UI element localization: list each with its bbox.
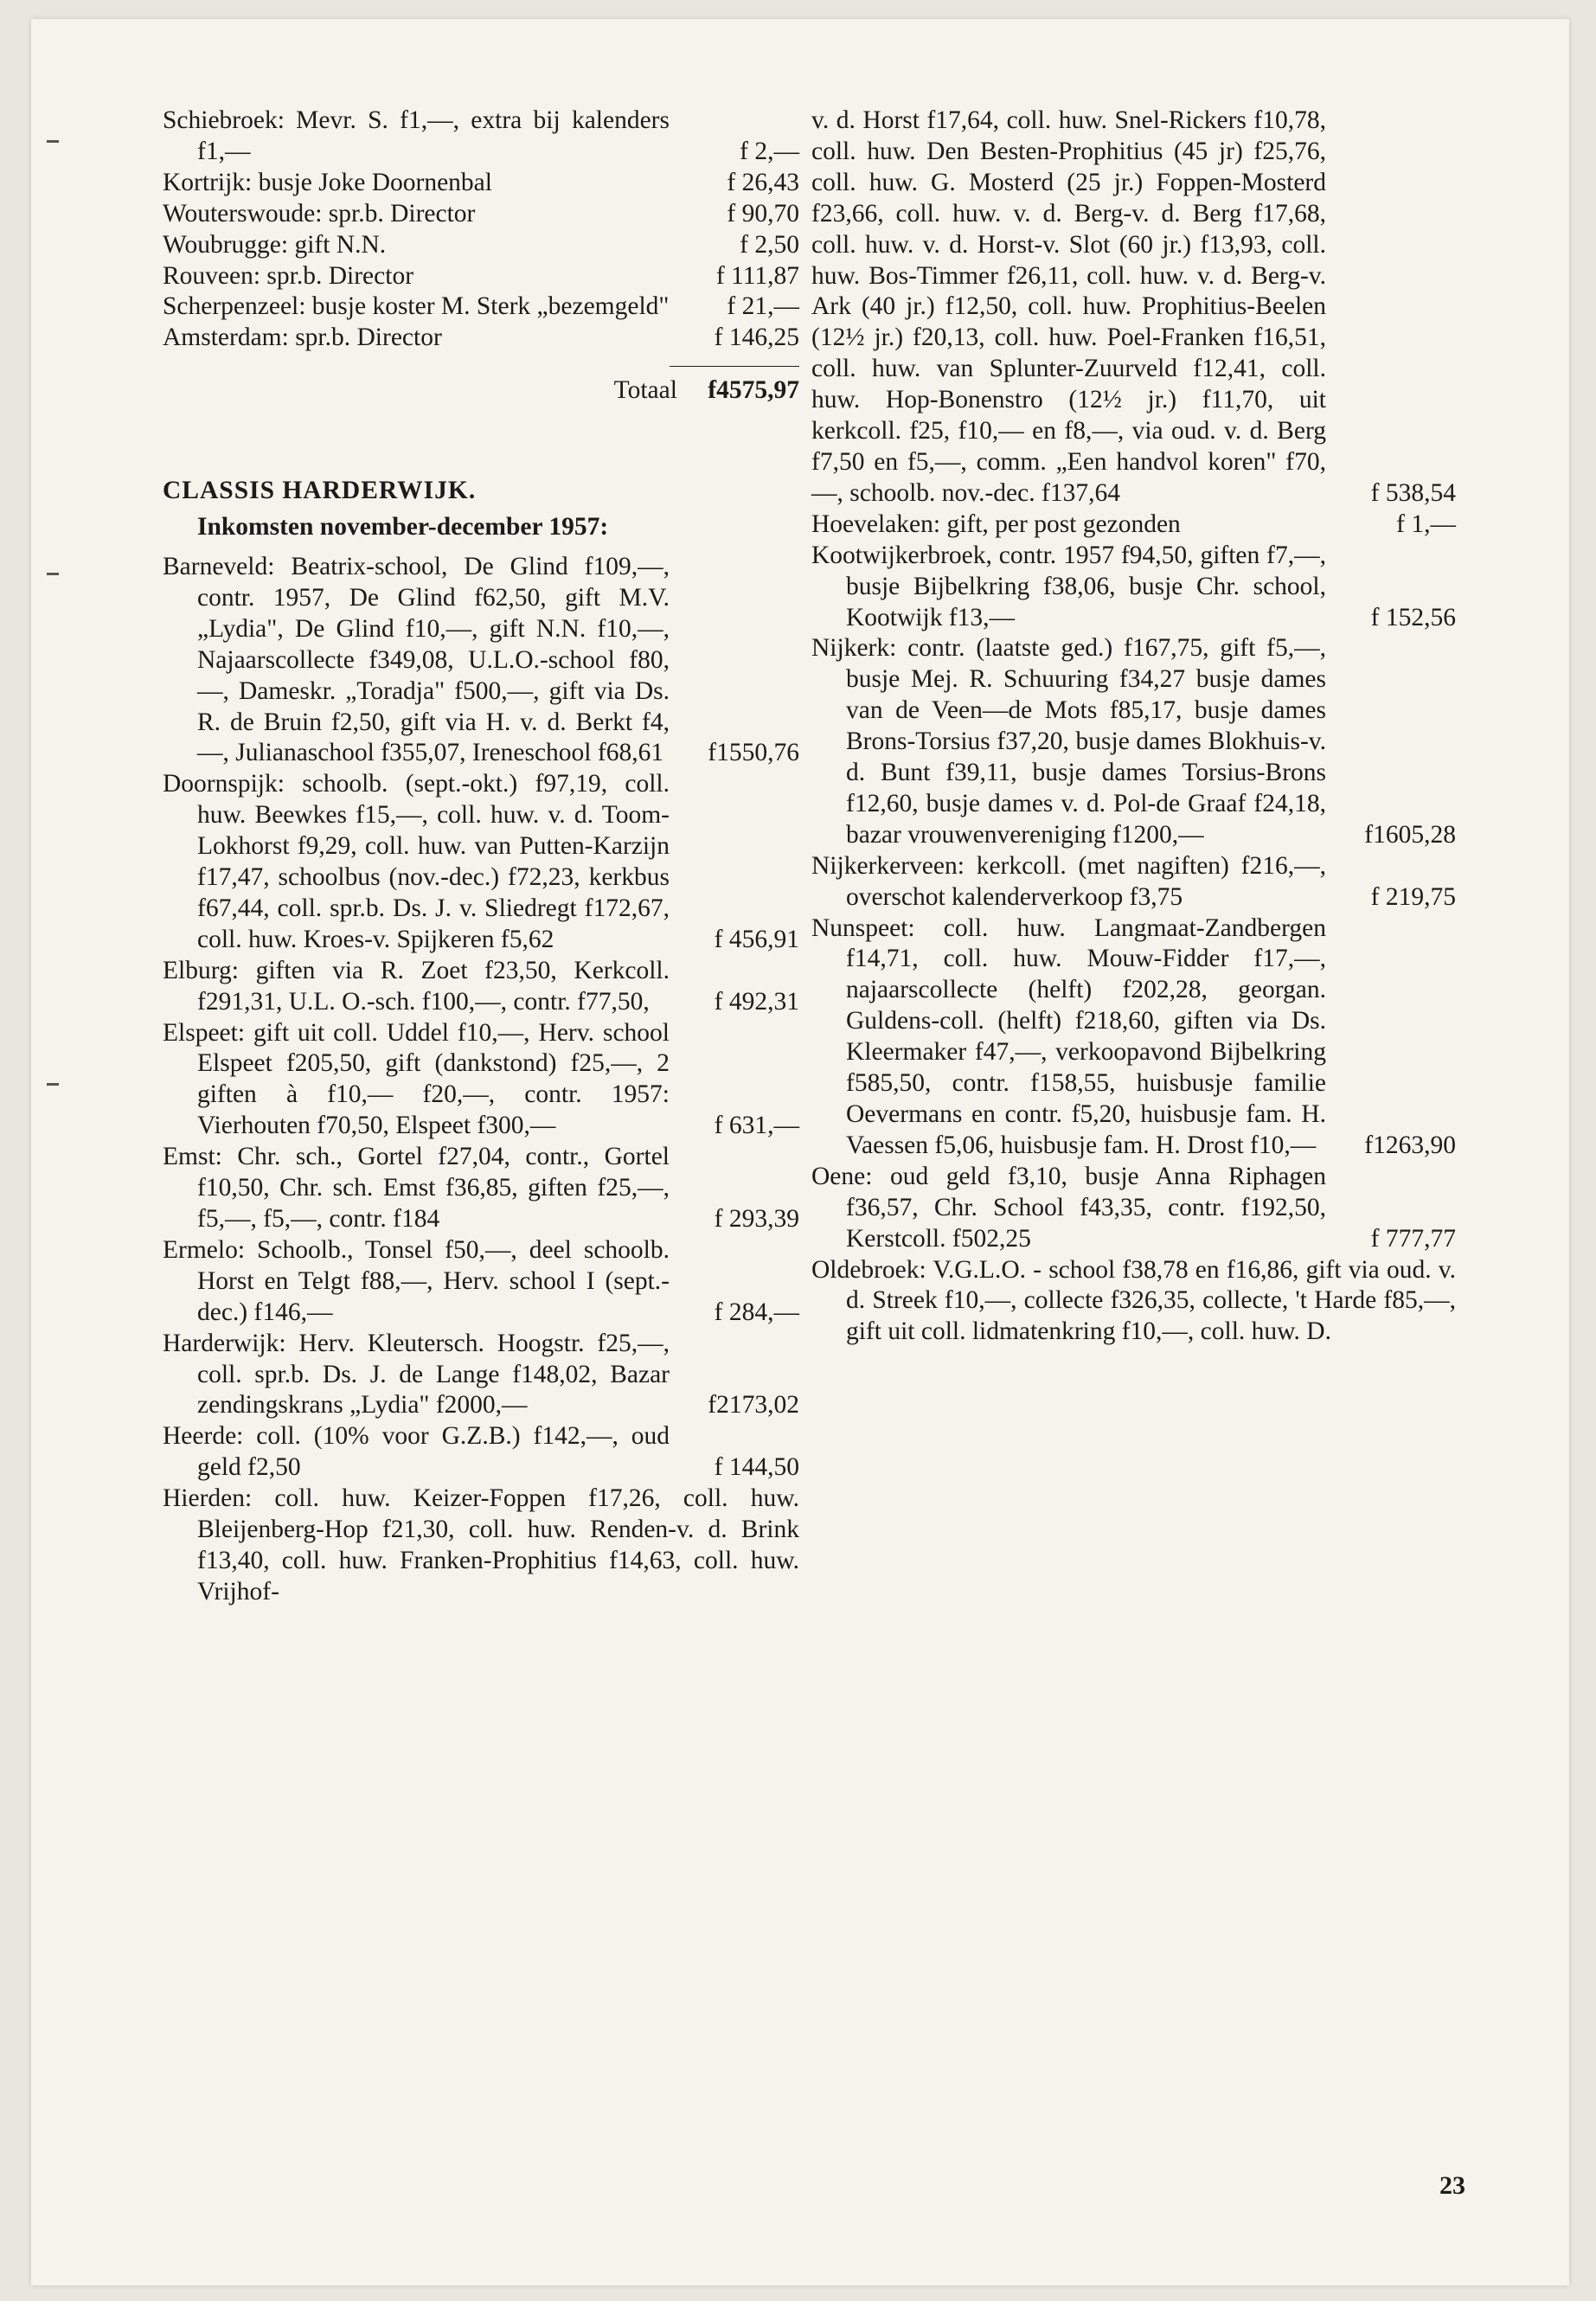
entry-amount: f 111,87	[715, 261, 799, 290]
entry-amount: f1550,76	[708, 739, 799, 767]
left-top-entries	[163, 106, 799, 354]
totaal-amount: f4575,97	[708, 376, 799, 405]
entry-amount: f 1,—	[1396, 510, 1456, 538]
ledger-entry	[163, 261, 799, 292]
entry-text: Nijkerk: contr. (laatste ged.) f167,75, gift f5,—, busje Mej. R. Schuuring f34,27 busje dames van de Veen—de Mots f85,17, busje dames Brons-Torsius f37,20, busje dames Blokhuis-v. d. Bunt f39,11, busje dames Torsius-Brons f12,60, busje dames v. d. Pol-de Graaf f24,18, bazar vrouwenvereniging f1200,—	[811, 634, 1326, 849]
entry-text: v. d. Horst f17,64, coll. huw. Snel-Rickers f10,78, coll. huw. Den Besten-Prophitius (45 jr) f25,76, coll. huw. G. Mosterd (25 jr.) Foppen-Mosterd f23,66, coll. huw. v. d. Berg-v. d. Berg f17,68, coll. huw. v. d. Horst-v. Slot (60 jr.) f13,93, coll. huw. Bos-Timmer f26,11, coll. huw. v. d. Berg-v. Ark (40 jr.) f12,50, coll. huw. Prophitius-Beelen (12½ jr.) f20,13, coll. huw. Poel-Franken f16,51, coll. huw. van Splunter-Zuurveld f12,41, coll. huw. Hop-Bonenstro (12½ jr.) f11,70, uit kerkcoll. f25, f10,— en f8,—, via oud. v. d. Berg f7,50 en f5,—, comm. „Een handvol koren" f70,—, schoolb. nov.-dec. f137,64	[811, 106, 1326, 507]
ledger-entry	[811, 510, 1456, 541]
entry-amount: f 26,43	[727, 168, 799, 196]
entry-amount: f 146,25	[714, 324, 799, 352]
entry-text: Oldebroek: V.G.L.O. - school f38,78 en f16,86, gift via oud. v. d. Streek f10,—, collecte f326,35, collecte, 't Harde f85,—, gift uit coll. lidmatenkring f10,—, coll. huw. D.	[811, 1255, 1456, 1346]
entry-amount: f 777,77	[1370, 1224, 1456, 1253]
entry-amount: f 492,31	[714, 987, 799, 1016]
totaal-label: Totaal	[613, 376, 677, 405]
entry-text: Emst: Chr. sch., Gortel f27,04, contr., Gortel f10,50, Chr. sch. Emst f36,85, giften f25,—, f5,—, f5,—, contr. f184	[163, 1143, 670, 1233]
margin-mark	[47, 573, 59, 575]
entry-text: Rouveen: spr.b. Director	[163, 261, 414, 290]
ledger-entry	[163, 1329, 799, 1422]
classis-heading: CLASSIS HARDERWIJK.	[163, 477, 477, 505]
ledger-entry	[163, 1421, 799, 1484]
ledger-entry	[163, 1484, 799, 1608]
entry-text: Ermelo: Schoolb., Tonsel f50,—, deel schoolb. Horst en Telgt f88,—, Herv. school I (sept.-dec.) f146,—	[163, 1235, 670, 1326]
right-entries	[811, 106, 1456, 1348]
entry-text: Elspeet: gift uit coll. Uddel f10,—, Herv. school Elspeet f205,50, gift (dankstond) f25,—, 2 giften à f10,— f20,—, contr. 1957: Vierhouten f70,50, Elspeet f300,—	[163, 1018, 670, 1140]
document-page	[31, 19, 1569, 2285]
entry-amount: f 538,54	[1370, 478, 1456, 507]
entry-amount: f 219,75	[1370, 882, 1456, 911]
ledger-entry	[163, 552, 799, 769]
entry-text: Wouterswoude: spr.b. Director	[163, 199, 476, 228]
page-number: 23	[1439, 2171, 1465, 2200]
entry-text: Hoevelaken: gift, per post gezonden	[811, 510, 1181, 538]
sub-heading: Inkomsten november-december 1957:	[197, 513, 609, 542]
entry-text: Kootwijkerbroek, contr. 1957 f94,50, giften f7,—, busje Bijbelkring f38,06, busje Chr. school, Kootwijk f13,—	[811, 541, 1326, 631]
entry-amount: f 293,39	[714, 1205, 799, 1233]
ledger-entry	[163, 168, 799, 199]
ledger-entry	[163, 956, 799, 1018]
entry-amount: f 2,—	[740, 137, 799, 165]
ledger-entry	[163, 1018, 799, 1143]
margin-mark	[47, 1083, 59, 1086]
ledger-entry	[163, 323, 799, 354]
entry-text: Elburg: giften via R. Zoet f23,50, Kerkcoll. f291,31, U.L. O.-sch. f100,—, contr. f77,50,	[163, 956, 670, 1016]
ledger-entry	[163, 106, 799, 168]
ledger-entry	[163, 230, 799, 261]
left-column	[163, 106, 799, 1608]
entry-amount: f2173,02	[708, 1391, 799, 1420]
entry-text: Heerde: coll. (10% voor G.Z.B.) f142,—, oud geld f2,50	[163, 1422, 670, 1482]
ledger-entry	[811, 633, 1456, 850]
entry-amount: f1263,90	[1364, 1131, 1456, 1159]
entry-text: Hierden: coll. huw. Keizer-Foppen f17,26, coll. huw. Bleijenberg-Hop f21,30, coll. huw. Renden-v. d. Brink f13,40, coll. huw. Franken-Prophitius f14,63, coll. huw. Vrijhof-	[163, 1484, 799, 1606]
entry-text: Scherpenzeel: busje koster M. Sterk „bezemgeld"	[163, 292, 670, 321]
total-rule	[670, 366, 799, 367]
ledger-entry	[163, 769, 799, 955]
margin-mark	[47, 140, 59, 143]
entry-text: Schiebroek: Mevr. S. f1,—, extra bij kalenders f1,—	[163, 106, 670, 165]
right-column	[811, 106, 1456, 1348]
ledger-entry	[811, 1162, 1456, 1255]
entry-text: Oene: oud geld f3,10, busje Anna Riphagen f36,57, Chr. School f43,35, contr. f192,50, Kerstcoll. f502,25	[811, 1162, 1326, 1253]
ledger-entry	[163, 1142, 799, 1235]
entry-text: Doornspijk: schoolb. (sept.-okt.) f97,19, coll. huw. Beewkes f15,—, coll. huw. v. d. Toom-Lokhorst f9,29, coll. huw. van Putten-Karzijn f17,47, schoolbus (nov.-dec.) f72,23, kerkbus f67,44, coll. spr.b. Ds. J. v. Sliedregt f172,67, coll. huw. Kroes-v. Spijkeren f5,62	[163, 770, 670, 953]
entry-amount: f1605,28	[1364, 820, 1456, 849]
ledger-entry	[811, 541, 1456, 634]
entry-text: Amsterdam: spr.b. Director	[163, 324, 442, 352]
entry-text: Nijkerkerveen: kerkcoll. (met nagiften) f216,—, overschot kalenderverkoop f3,75	[811, 851, 1326, 911]
ledger-entry	[163, 199, 799, 230]
entry-amount: f 152,56	[1370, 603, 1456, 631]
entry-text: Harderwijk: Herv. Kleutersch. Hoogstr. f25,—, coll. spr.b. Ds. J. de Lange f148,02, Bazar zendingskrans „Lydia" f2000,—	[163, 1329, 670, 1420]
entry-amount: f 21,—	[727, 292, 799, 321]
entry-text: Woubrugge: gift N.N.	[163, 230, 387, 259]
entry-text: Kortrijk: busje Joke Doornenbal	[163, 168, 492, 196]
ledger-entry	[163, 292, 799, 323]
entry-amount: f 284,—	[714, 1298, 799, 1326]
ledger-entry	[163, 1235, 799, 1329]
ledger-entry	[811, 1255, 1456, 1349]
entry-text: Nunspeet: coll. huw. Langmaat-Zandbergen f14,71, coll. huw. Mouw-Fidder f17,—, najaarscollecte (helft) f202,28, georgan. Guldens-coll. (helft) f218,60, giften via Ds. Kleermaker f47,—, verkoopavond Bijbelkring f585,50, contr. f158,55, huisbusje familie Oevermans en contr. f5,20, huisbusje fam. H. Vaessen f5,06, huisbusje fam. H. Drost f10,—	[811, 913, 1326, 1159]
entry-amount: f 90,70	[727, 199, 799, 228]
ledger-entry	[811, 106, 1456, 510]
entry-amount: f 631,—	[714, 1112, 799, 1140]
entry-amount: f 456,91	[714, 925, 799, 953]
entry-amount: f 2,50	[740, 230, 799, 259]
entry-amount: f 144,50	[714, 1453, 799, 1482]
ledger-entry	[811, 913, 1456, 1162]
entry-text: Barneveld: Beatrix-school, De Glind f109,—, contr. 1957, De Glind f62,50, gift M.V. „Lydia", De Glind f10,—, gift N.N. f10,—, Najaarscollecte f349,08, U.L.O.-school f80,—, Dameskr. „Toradja" f500,—, gift via Ds. R. de Bruin f2,50, gift via H. v. d. Berkt f4,—, Julianaschool f355,07, Ireneschool f68,61	[163, 552, 670, 767]
totaal-line	[163, 375, 799, 407]
left-entries	[163, 552, 799, 1608]
ledger-entry	[811, 851, 1456, 913]
